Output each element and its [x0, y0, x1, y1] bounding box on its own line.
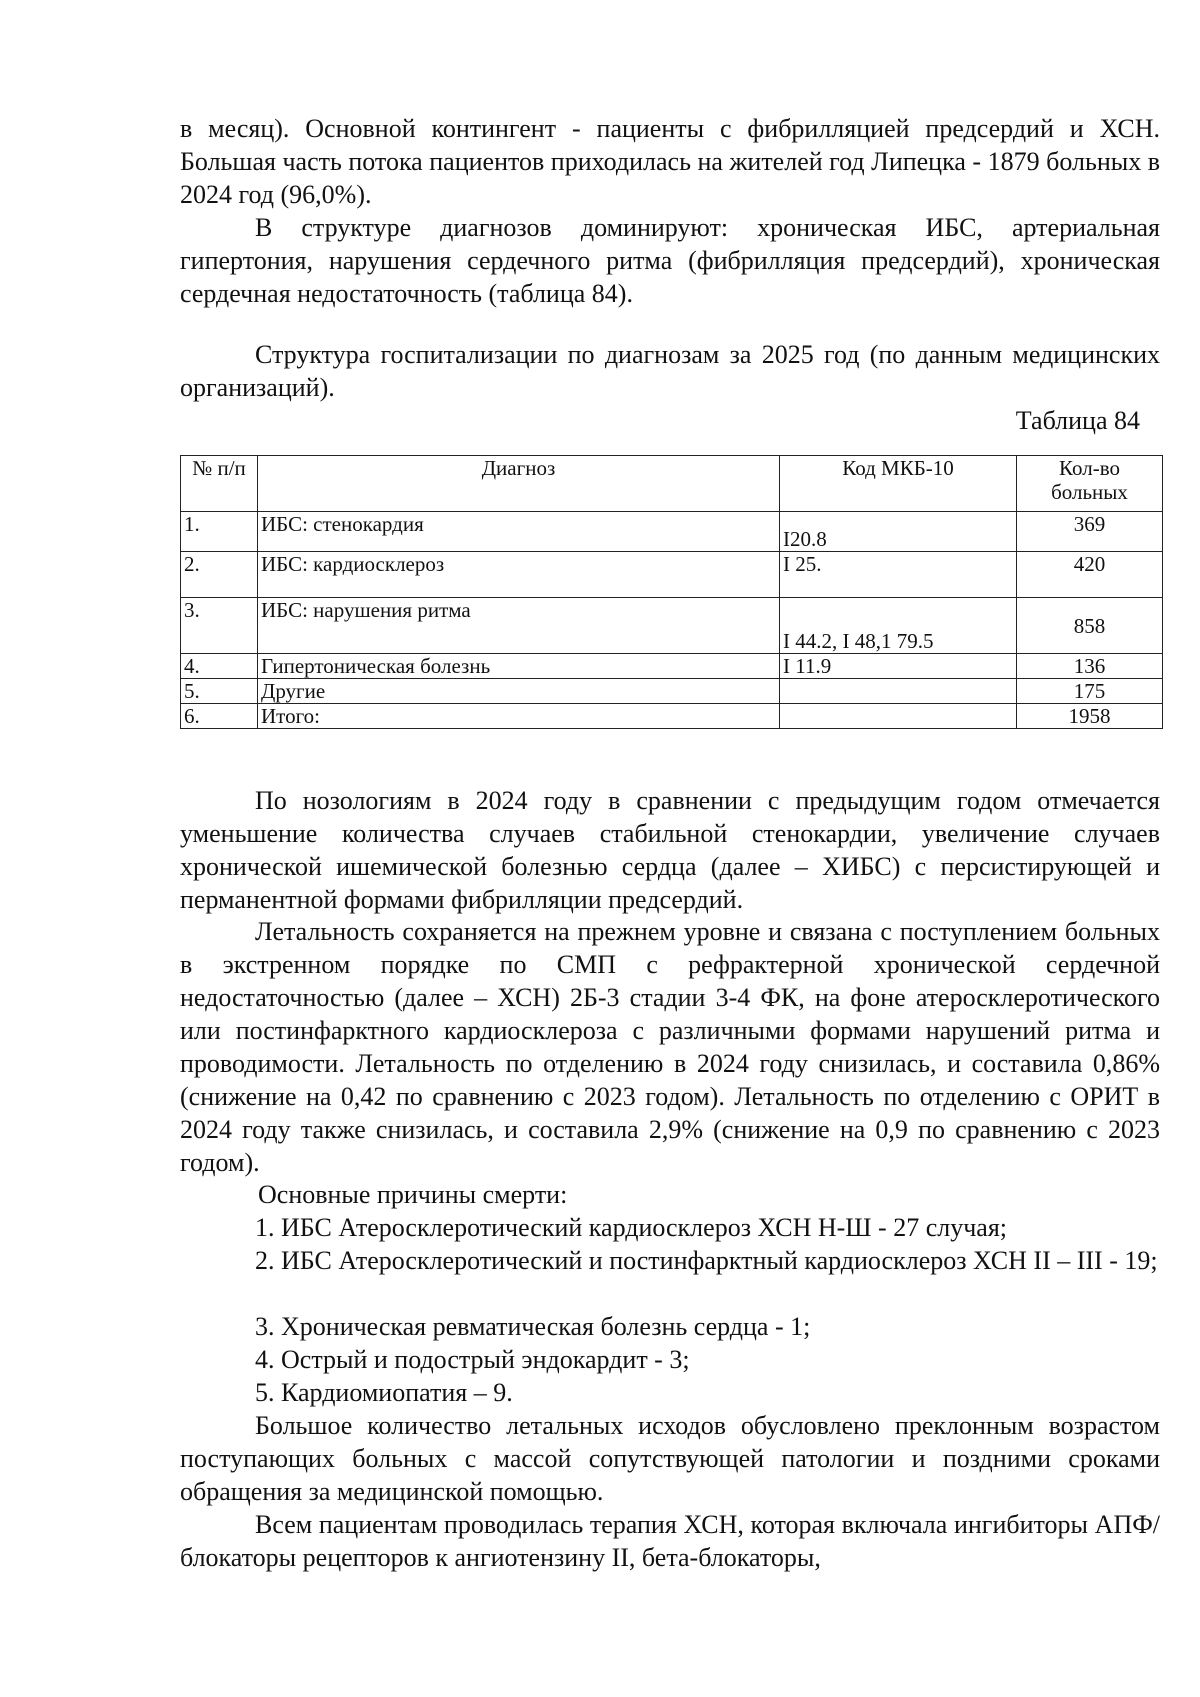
diagnosis-table — [180, 455, 1163, 729]
row-count: 175 — [1017, 679, 1163, 704]
row-count: 369 — [1017, 512, 1163, 552]
row-diagnosis: ИБС: нарушения ритма — [258, 598, 780, 654]
row-diagnosis: Итого: — [258, 704, 780, 729]
paragraph-therapy: Всем пациентам проводилась терапия ХСН, которая включала ингибиторы АПФ/блокаторы рецепторов к ангиотензину II, бета-блокаторы, — [180, 1510, 1160, 1572]
paragraph-patients: в месяц). Основной контингент - пациенты с фибрилляцией предсердий и ХСН. Большая часть потока пациентов приходилась на жителей год Липецка - 1879 больных в 2024 год (96,0%). — [180, 114, 1160, 209]
header-patient-count: Кол-во больных — [1017, 456, 1163, 512]
row-icd-code: I20.8 — [780, 512, 1017, 552]
row-count: 858 — [1017, 598, 1163, 654]
row-number: 5. — [181, 679, 258, 704]
row-count: 420 — [1017, 552, 1163, 598]
table-title: Таблица 84 — [1015, 406, 1140, 435]
row-icd-code: I 25. — [780, 552, 1017, 598]
table-row — [181, 704, 1163, 729]
row-number: 3. — [181, 598, 258, 654]
table-row — [181, 512, 1163, 552]
table-row — [181, 679, 1163, 704]
row-diagnosis: Гипертоническая болезнь — [258, 654, 780, 679]
row-icd-code: I 44.2, I 48,1 79.5 — [780, 598, 1017, 654]
row-count: 136 — [1017, 654, 1163, 679]
paragraph-mortality-reasons: Большое количество летальных исходов обусловлено преклонным возрастом поступающих больных с массой сопутствующей патологии и поздними сроками обращения за медицинской помощью. — [180, 1411, 1160, 1506]
table-row — [181, 552, 1163, 598]
header-icd-code: Код МКБ-10 — [780, 456, 1017, 512]
list-item: 2. ИБС Атеросклеротический и постинфарктный кардиосклероз ХСН II – III - 19; — [255, 1246, 1158, 1275]
row-number: 2. — [181, 552, 258, 598]
table-row — [181, 654, 1163, 679]
row-diagnosis: ИБС: стенокардия — [258, 512, 780, 552]
row-number: 6. — [181, 704, 258, 729]
list-item: 4. Острый и подострый эндокардит - 3; — [255, 1345, 690, 1374]
header-number: № п/п — [181, 456, 258, 512]
paragraph-nosology: По нозологиям в 2024 году в сравнении с предыдущим годом отмечается уменьшение количества случаев стабильной стенокардии, увеличение случаев хронической ишемической болезнью сердца (далее – ХИБС) с персистирующей и перманентной формами фибрилляции предсердий. — [180, 786, 1160, 914]
list-item: 3. Хроническая ревматическая болезнь сердца - 1; — [255, 1312, 811, 1341]
paragraph-table-caption: Структура госпитализации по диагнозам за 2025 год (по данным медицинских организаций). — [180, 340, 1160, 402]
paragraph-death-causes-heading: Основные причины смерти: — [258, 1180, 568, 1209]
list-item: 1. ИБС Атеросклеротический кардиосклероз ХСН Н-Ш - 27 случая; — [255, 1213, 1008, 1242]
list-item: 5. Кардиомиопатия – 9. — [255, 1378, 513, 1407]
row-icd-code: I 11.9 — [780, 654, 1017, 679]
row-diagnosis: Другие — [258, 679, 780, 704]
table-row — [181, 598, 1163, 654]
paragraph-mortality: Летальность сохраняется на прежнем уровне и связана с поступлением больных в экстренном порядке по СМП с рефрактерной хронической сердечной недостаточностью (далее – ХСН) 2Б-3 стадии 3-4 ФК, на фоне атеросклеротического или постинфарктного кардиосклероза с различными формами нарушений ритма и проводимости. Летальность по отделению в 2024 году снизилась, и составила 0,86% (снижение на 0,42 по сравнению с 2023 годом). Летальность по отделению с ОРИТ в 2024 году также снизилась, и составила 2,9% (снижение на 0,9 по сравнению с 2023 годом). — [180, 917, 1160, 1177]
header-diagnosis: Диагноз — [258, 456, 780, 512]
row-number: 1. — [181, 512, 258, 552]
paragraph-diagnoses: В структуре диагнозов доминируют: хроническая ИБС, артериальная гипертония, нарушения сердечного ритма (фибрилляция предсердий), хроническая сердечная недостаточность (таблица 84). — [180, 213, 1160, 308]
row-icd-code — [780, 704, 1017, 729]
row-icd-code — [780, 679, 1017, 704]
row-number: 4. — [181, 654, 258, 679]
row-diagnosis: ИБС: кардиосклероз — [258, 552, 780, 598]
row-count: 1958 — [1017, 704, 1163, 729]
